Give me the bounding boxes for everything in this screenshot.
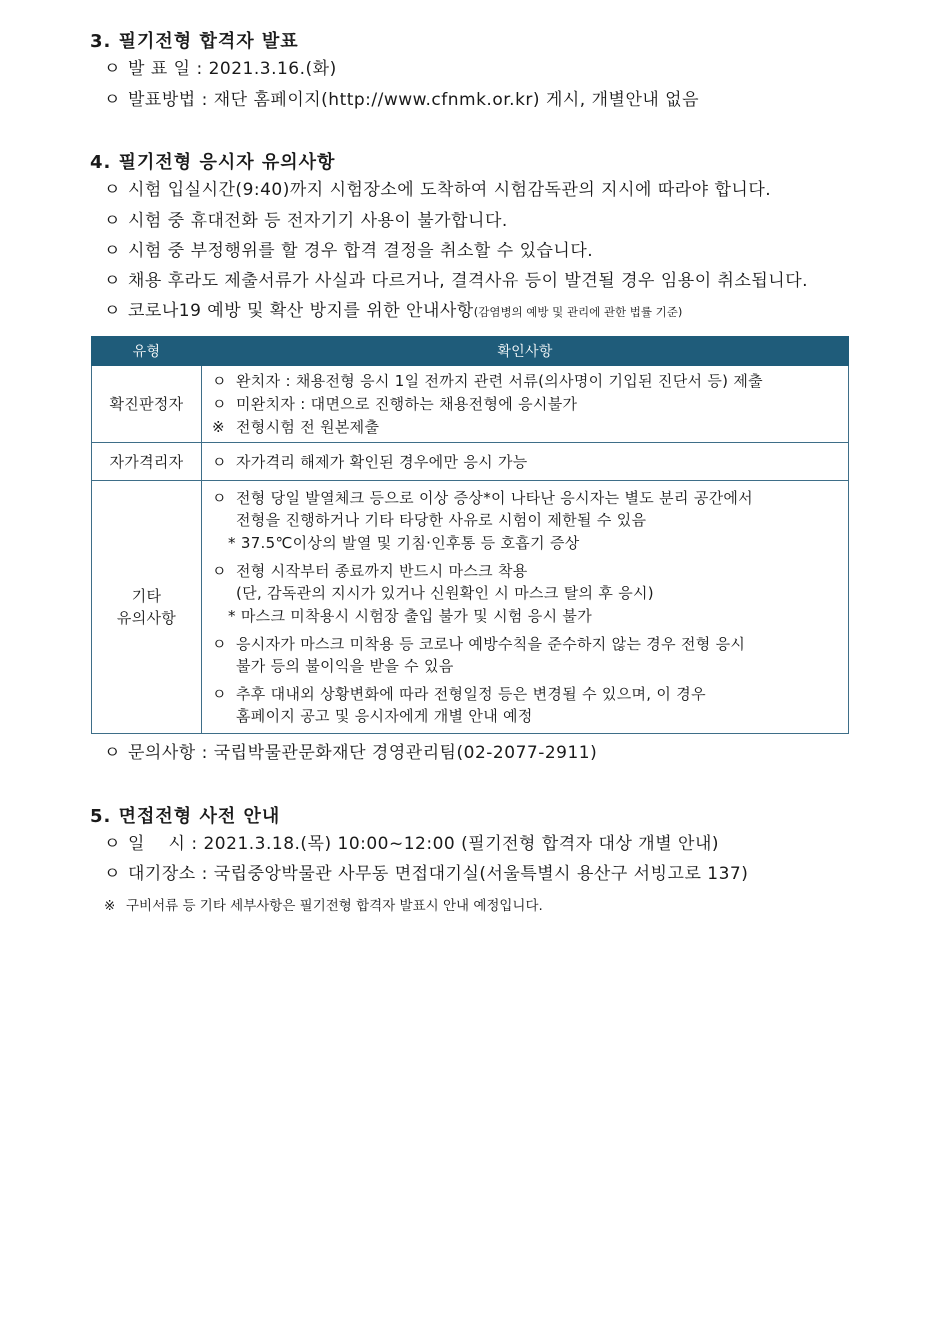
row-category: 기타 유의사항	[92, 481, 202, 734]
row-content	[202, 443, 849, 481]
covid-law-note: (감염병의 예방 및 관리에 관한 법률 기준)	[473, 305, 683, 319]
row-category: 자가격리자	[92, 443, 202, 481]
sub-note: * 37.5℃이상의 발열 및 기침·인후통 등 호흡기 증상	[228, 534, 580, 552]
documents-note: ※ 구비서류 등 기타 세부사항은 필기전형 합격자 발표시 안내 예정입니다.	[104, 898, 543, 914]
announce-method: ㅇ 발표방법 : 재단 홈페이지(http://www.cfnmk.or.kr) 게시, 개별안내 없음	[104, 90, 700, 110]
list-item: ㅇ 완치자 : 채용전형 응시 1일 전까지 관련 서류(의사명이 기입된 진단서 등) 제출	[212, 372, 763, 390]
notice-item: ㅇ 시험 중 휴대전화 등 전자기기 사용이 불가합니다.	[104, 211, 508, 231]
list-item: ㅇ 미완치자 : 대면으로 진행하는 채용전형에 응시불가	[212, 395, 578, 413]
reference-mark: ※	[212, 418, 225, 436]
bullet-mark: ㅇ	[104, 241, 121, 261]
bullet-mark: ㅇ	[104, 90, 121, 110]
interview-datetime: ㅇ 일 시 : 2021.3.18.(목) 10:00~12:00 (필기전형 합격자 대상 개별 안내)	[104, 834, 720, 854]
list-item: ㅇ 응시자가 마스크 미착용 등 코로나 예방수칙을 준수하지 않는 경우 전형 응시 불가 등의 불이익을 받을 수 있음	[212, 635, 746, 675]
section-3-title: 3. 필기전형 합격자 발표	[90, 31, 299, 52]
waiting-place: ㅇ 대기장소 : 국립중앙박물관 사무동 면접대기실(서울특별시 용산구 서빙고로 137)	[104, 864, 749, 884]
table-row	[92, 481, 849, 734]
bullet-mark: ㅇ	[104, 211, 121, 231]
list-item: ㅇ 추후 대내외 상황변화에 따라 전형일정 등은 변경될 수 있으며, 이 경우 홈페이지 공고 및 응시자에게 개별 안내 예정	[212, 685, 706, 725]
list-item: ㅇ 자가격리 해제가 확인된 경우에만 응시 가능	[212, 452, 528, 471]
covid-notice-item: ㅇ 코로나19 예방 및 확산 방지를 위한 안내사항(감염병의 예방 및 관리에 관한 법률 기준)	[104, 301, 683, 321]
row-category: 확진판정자	[92, 366, 202, 443]
note-item: ※ 전형시험 전 원본제출	[212, 418, 380, 436]
list-item: ㅇ 전형 당일 발열체크 등으로 이상 증상*이 나타난 응시자는 별도 분리 공간에서 전형을 진행하거나 기타 타당한 사유로 시험이 제한될 수 있음	[212, 489, 753, 529]
list-item: ㅇ 전형 시작부터 종료까지 반드시 마스크 착용 (단, 감독관의 지시가 있거나 신원확인 시 마스크 탈의 후 응시)	[212, 562, 654, 602]
table-header-row	[92, 337, 849, 366]
table-row	[92, 366, 849, 443]
notice-item: ㅇ 시험 입실시간(9:40)까지 시험장소에 도착하여 시험감독관의 지시에 따라야 합니다.	[104, 180, 772, 200]
bullet-mark: ㅇ	[104, 59, 121, 79]
bullet-mark: ㅇ	[104, 864, 121, 884]
contact-info: ㅇ 문의사항 : 국립박물관문화재단 경영관리팀(02-2077-2911)	[104, 743, 598, 763]
table-row	[92, 443, 849, 481]
sub-note: * 마스크 미착용시 시험장 출입 불가 및 시험 응시 불가	[228, 607, 593, 625]
section-5-title: 5. 면접전형 사전 안내	[90, 806, 281, 827]
header-check-items: 확인사항	[202, 337, 849, 366]
announce-date: ㅇ 발 표 일 : 2021.3.16.(화)	[104, 59, 337, 79]
bullet-mark: ㅇ	[104, 271, 121, 291]
bullet-mark: ㅇ	[104, 834, 121, 854]
notice-item: ㅇ 시험 중 부정행위를 할 경우 합격 결정을 취소할 수 있습니다.	[104, 241, 594, 261]
bullet-mark: ㅇ	[104, 301, 121, 321]
covid-guidelines-table	[91, 336, 849, 734]
bullet-mark: ㅇ	[104, 180, 121, 200]
bullet-mark: ㅇ	[104, 743, 121, 763]
row-content	[202, 481, 849, 734]
reference-mark: ※	[104, 898, 116, 914]
header-type: 유형	[92, 337, 202, 366]
section-4-title: 4. 필기전형 응시자 유의사항	[90, 152, 336, 173]
row-content	[202, 366, 849, 443]
notice-item: ㅇ 채용 후라도 제출서류가 사실과 다르거나, 결격사유 등이 발견될 경우 임용이 취소됩니다.	[104, 271, 809, 291]
